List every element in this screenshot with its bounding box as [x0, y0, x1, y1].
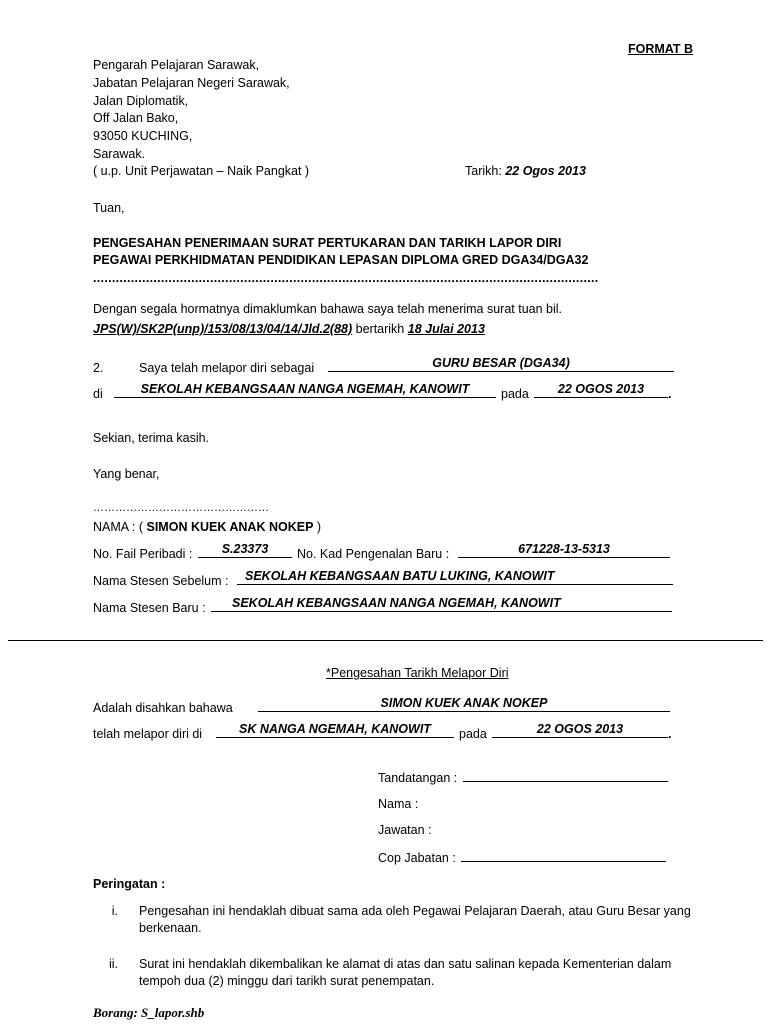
stamp-blank — [461, 848, 666, 862]
stamp-row — [378, 848, 666, 866]
certified-name-field — [258, 698, 670, 716]
school-field — [114, 384, 496, 402]
confirm-position-label: Jawatan : — [378, 823, 432, 837]
address-line: 93050 KUCHING, — [93, 129, 193, 143]
position-field — [328, 358, 674, 376]
name-label: NAMA : ( — [93, 520, 144, 534]
note-number: ii. — [108, 957, 118, 971]
ic-label: No. Kad Pengenalan Baru : — [297, 547, 450, 561]
address-line: Off Jalan Bako, — [93, 111, 179, 125]
period: . — [668, 387, 672, 401]
dated-label: bertarikh — [355, 322, 405, 336]
date-value: 22 Ogos 2013 — [505, 164, 586, 178]
form-reference: Borang: S_lapor.shb — [93, 1005, 205, 1020]
file-no-value: S.23373 — [221, 542, 269, 556]
at-label: di — [93, 387, 103, 401]
signature-line: ………………………………………… — [93, 502, 269, 514]
reported-date-field — [492, 724, 671, 742]
subject-line-1: PENGESAHAN PENERIMAAN SURAT PERTUKARAN DAN TARIKH LAPOR DIRI — [93, 236, 562, 250]
new-station-label: Nama Stesen Baru : — [93, 601, 206, 615]
para2-text: Saya telah melapor diri sebagai — [139, 361, 315, 375]
signature-label: Tandatangan : — [378, 771, 458, 785]
certified-name-value: SIMON KUEK ANAK NOKEP — [380, 696, 548, 710]
reported-label: telah melapor diri di — [93, 727, 203, 741]
certified-label: Adalah disahkan bahawa — [93, 701, 233, 715]
new-station-value: SEKOLAH KEBANGSAAN NANGA NGEMAH, KANOWIT — [232, 596, 561, 610]
prev-station-label: Nama Stesen Sebelum : — [93, 574, 229, 588]
school-value: SEKOLAH KEBANGSAAN NANGA NGEMAH, KANOWIT — [140, 382, 470, 396]
name-close: ) — [316, 520, 322, 534]
period: . — [668, 727, 672, 741]
closing-yours: Yang benar, — [93, 467, 160, 481]
note-text: Surat ini hendaklah dikembalikan ke alamat di atas dan satu salinan kepada Kementerian dalam tempoh dua (2) minggu dari tarikh surat penempatan. — [139, 957, 672, 988]
format-label: FORMAT B — [628, 42, 694, 56]
address-line: ( u.p. Unit Perjawatan – Naik Pangkat ) — [93, 164, 310, 178]
para2-number: 2. — [93, 361, 104, 375]
file-label: No. Fail Peribadi : — [93, 547, 193, 561]
stamp-label: Cop Jabatan : — [378, 851, 456, 865]
section-divider — [8, 640, 763, 641]
confirm-on-label: pada — [459, 727, 487, 741]
reported-place-field — [216, 724, 454, 742]
salutation: Tuan, — [93, 201, 125, 215]
para1-text: Dengan segala hormatnya dimaklumkan bahawa saya telah menerima surat tuan bil. — [93, 302, 563, 316]
notes-title: Peringatan : — [93, 877, 166, 891]
letter-date — [465, 163, 586, 179]
subject-line-2: PEGAWAI PERKHIDMATAN PENDIDIKAN LEPASAN DIPLOMA GRED DGA34/DGA32 — [93, 253, 589, 267]
subject-dots: ...................................................................................................................................... — [93, 271, 599, 285]
date-label: Tarikh: — [465, 164, 502, 178]
confirm-name-label: Nama : — [378, 797, 419, 811]
reported-date-value: 22 OGOS 2013 — [536, 722, 624, 736]
note-text: Pengesahan ini hendaklah dibuat sama ada oleh Pegawai Pelajaran Daerah, atau Guru Besar yang berkenaan. — [139, 904, 691, 935]
dated-value: 18 Julai 2013 — [407, 322, 485, 336]
reported-place-value: SK NANGA NGEMAH, KANOWIT — [239, 722, 431, 736]
closing-thanks: Sekian, terima kasih. — [93, 431, 210, 445]
report-date-value: 22 OGOS 2013 — [557, 382, 645, 396]
signature-blank — [463, 768, 668, 782]
officer-name: SIMON KUEK ANAK NOKEP — [146, 520, 314, 534]
confirmation-title: *Pengesahan Tarikh Melapor Diri — [326, 666, 509, 680]
ic-no-field — [458, 544, 670, 562]
address-line: Jabatan Pelajaran Negeri Sarawak, — [93, 76, 290, 90]
reference-number: JPS(W)/SK2P(unp)/153/08/13/04/14/Jld.2(88) — [93, 322, 353, 336]
para1-reference — [93, 321, 485, 337]
new-station-field — [211, 598, 672, 616]
file-no-field — [198, 544, 292, 562]
report-date-field — [534, 384, 671, 402]
address-line: Pengarah Pelajaran Sarawak, — [93, 58, 260, 72]
prev-station-field — [237, 571, 673, 589]
signature-row — [378, 768, 668, 786]
address-line: Jalan Diplomatik, — [93, 94, 189, 108]
on-label: pada — [501, 387, 529, 401]
prev-station-value: SEKOLAH KEBANGSAAN BATU LUKING, KANOWIT — [245, 569, 555, 583]
ic-no-value: 671228-13-5313 — [518, 542, 610, 556]
note-number: i. — [111, 904, 118, 918]
address-line: Sarawak. — [93, 147, 146, 161]
position-value: GURU BESAR (DGA34) — [432, 356, 570, 370]
officer-name-row — [93, 519, 321, 535]
